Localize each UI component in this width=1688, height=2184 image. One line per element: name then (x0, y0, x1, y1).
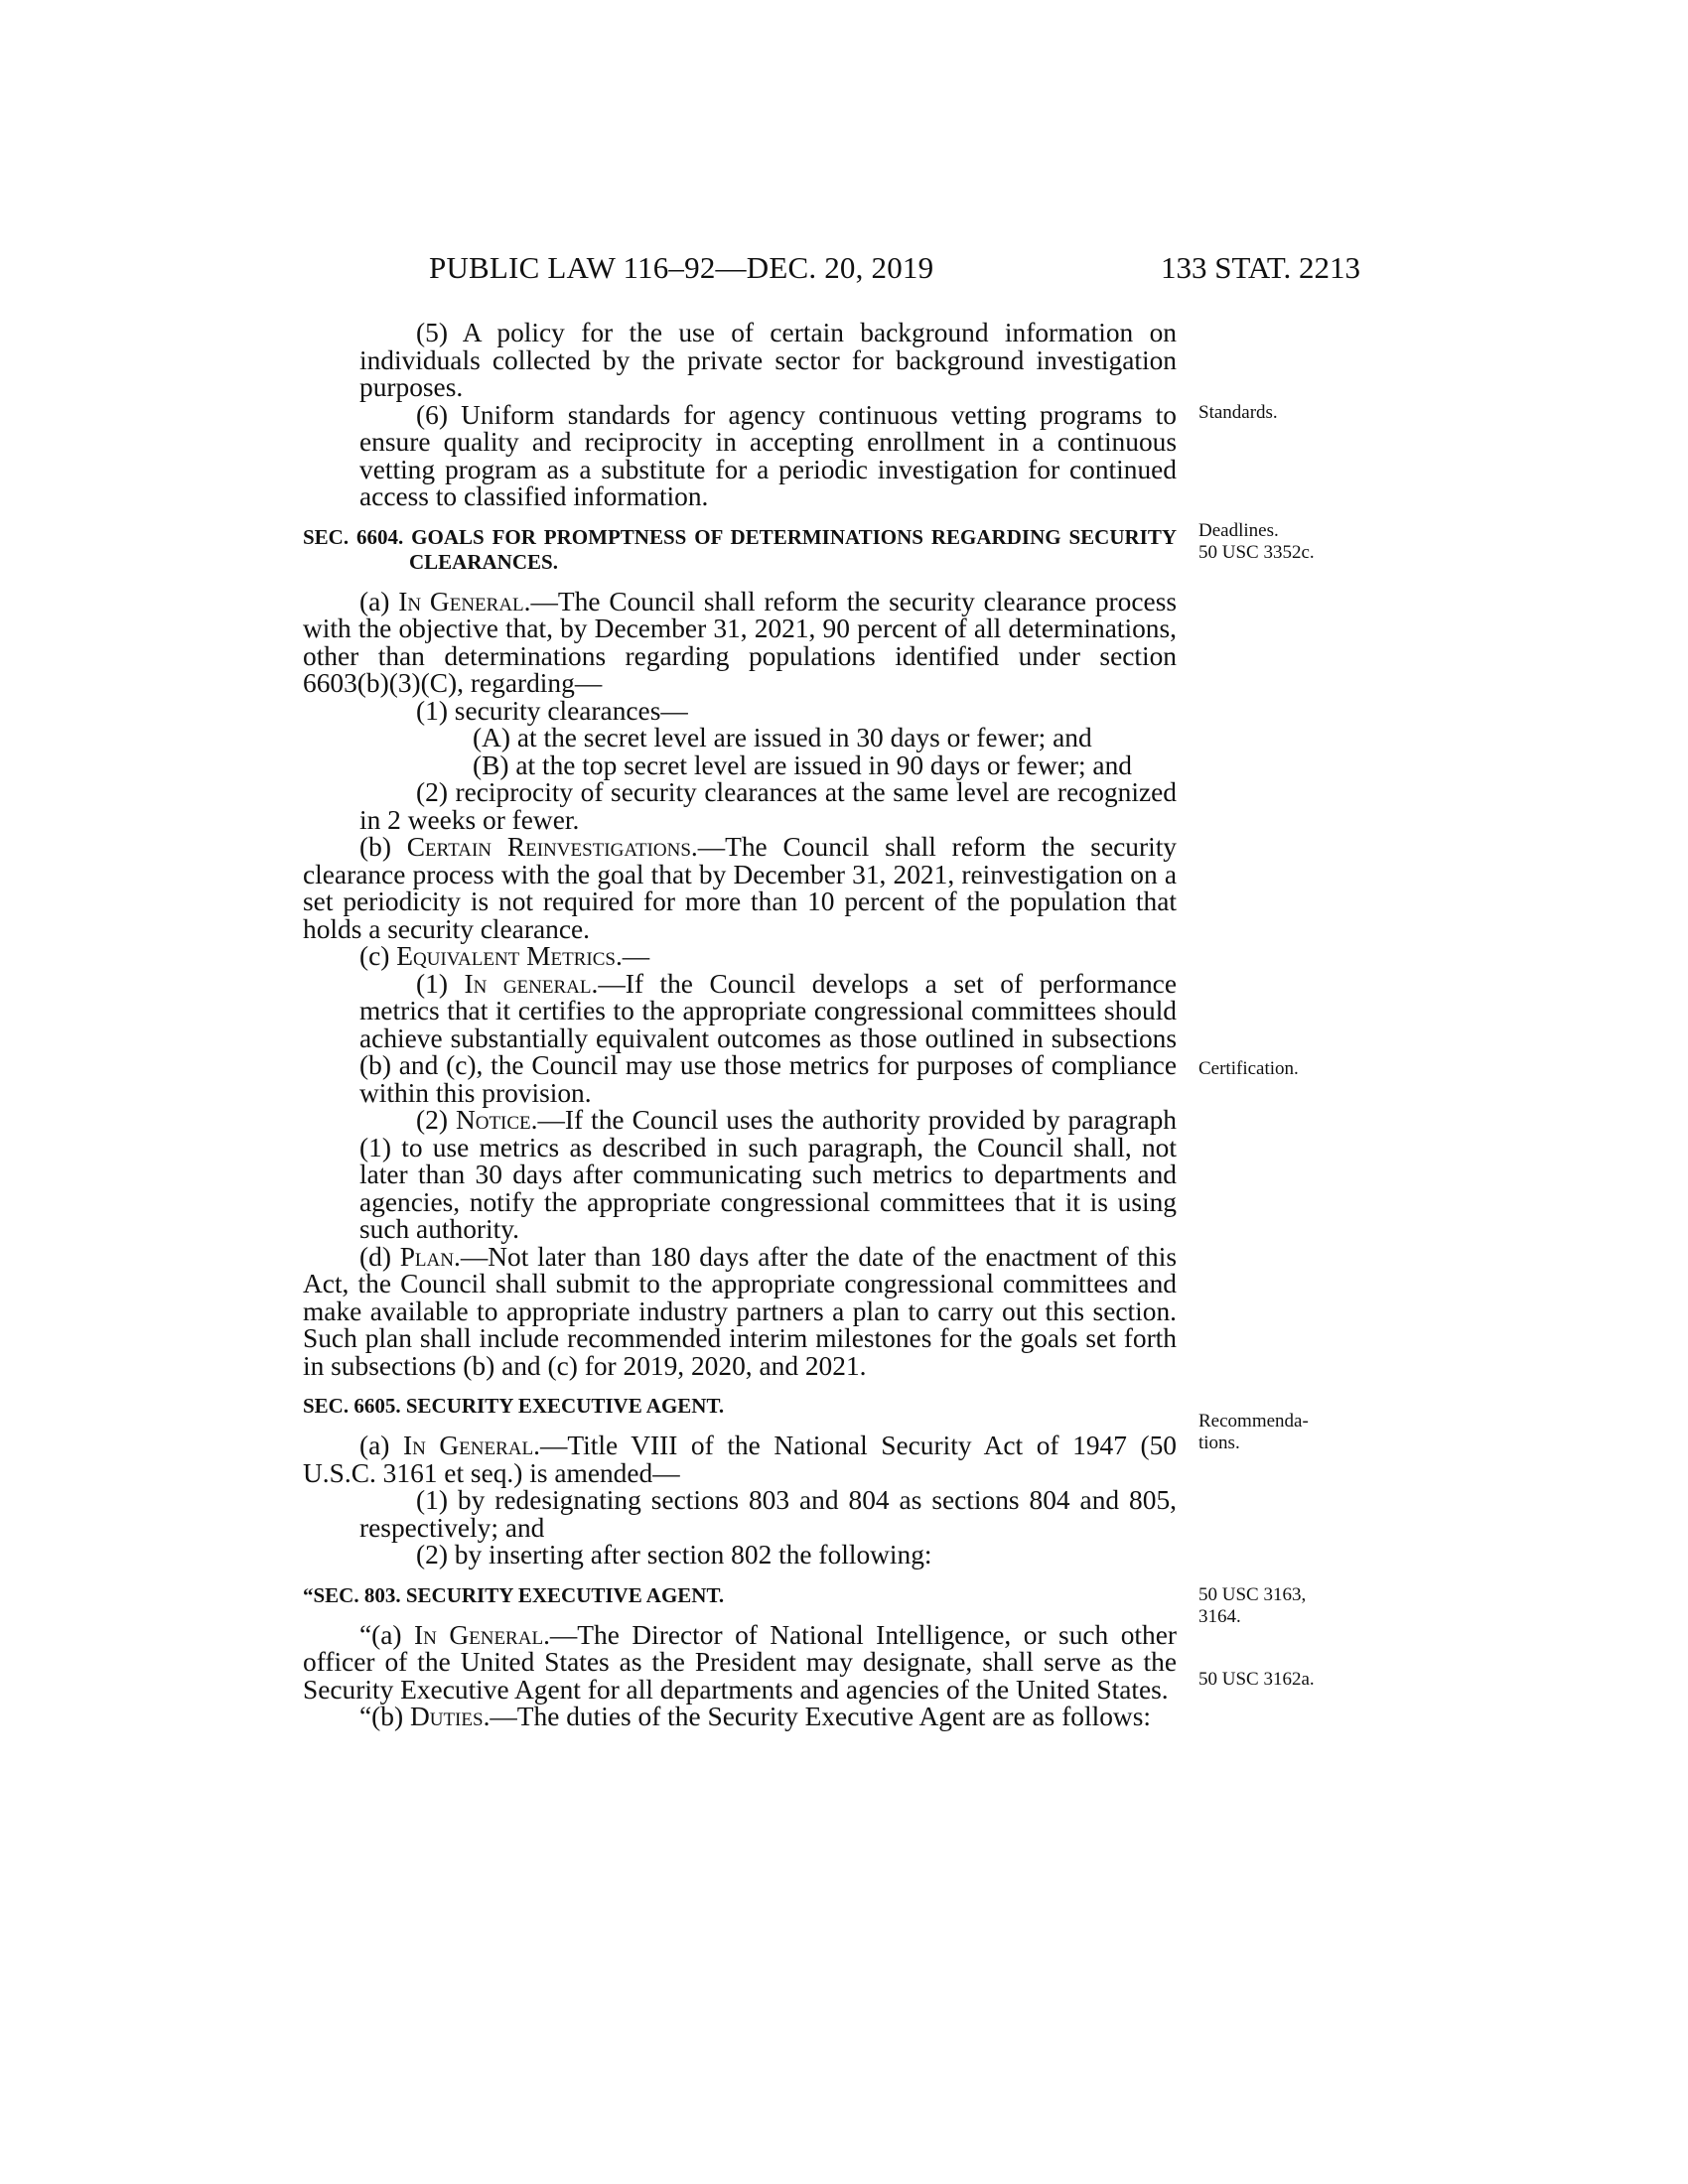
subsection-caption: In General (402, 1431, 534, 1460)
subsection-text: .—The Council shall reform the security clearance process with the objective that, by December 31, 2021, 90 percent of all determinations, other than determinations regarding populations identified under section 6603(b)(3)(C), regarding— (303, 586, 1178, 698)
paragraph-label: (1) (416, 968, 465, 999)
paragraph-item-5: (5) A policy for the use of certain background information on individuals collected by the private sector for background investigation purposes. (359, 318, 1177, 402)
paragraph-caption: In general (464, 968, 592, 999)
subsection-caption: Plan (399, 1241, 454, 1272)
running-header-title: PUBLIC LAW 116–92—DEC. 20, 2019 (429, 250, 934, 285)
margin-note-recommendations-cont: tions. (1198, 1433, 1240, 1453)
subsection-caption: Duties (409, 1702, 484, 1731)
subsection-6604-d (303, 1241, 1177, 1381)
margin-note-usc-3162a: 50 USC 3162a. (1198, 1669, 1315, 1690)
paragraph-6605-a-1: (1) by redesignating sections 803 and 804 as sections 804 and 805, respectively; and (359, 1485, 1177, 1543)
paragraph-caption: Notice (455, 1105, 531, 1135)
subparagraph-a-1-A: (A) at the secret level are issued in 30 days or fewer; and (473, 723, 1092, 752)
subsection-6604-c (303, 943, 1177, 971)
paragraph-c-2 (303, 1107, 1177, 1244)
paragraph-c-1 (303, 968, 1177, 1108)
document-body (303, 320, 1177, 1731)
margin-note-usc-3163-cont: 3164. (1198, 1606, 1241, 1627)
paragraph-label: (2) (416, 1105, 456, 1135)
margin-note-certification: Certification. (1198, 1058, 1299, 1079)
subsection-text: .—The duties of the Security Executive Agent are as follows: (483, 1702, 1151, 1731)
section-6605-heading: SEC. 6605. SECURITY EXECUTIVE AGENT. (303, 1394, 725, 1418)
subsection-text: .—The Director of National Intelligence, or such other officer of the United States as the President may designate, shall serve as the Security Executive Agent for all departments and agencies of the United States. (303, 1619, 1177, 1705)
section-803-heading: “SEC. 803. SECURITY EXECUTIVE AGENT. (303, 1582, 725, 1607)
margin-note-usc-3352c: 50 USC 3352c. (1198, 542, 1315, 563)
subsection-6604-a (303, 586, 1178, 698)
subsection-label: (a) (359, 1431, 403, 1460)
margin-note-usc-3163: 50 USC 3163, (1198, 1584, 1307, 1605)
subsection-text: .—The Council shall reform the security clearance process with the goal that by December 31, 2021, reinvestigation on a set periodicity is not required for more than 10 percent of the population that holds a security clearance. (303, 832, 1177, 944)
subsection-label: (a) (359, 586, 399, 616)
subsection-text: .— (615, 941, 650, 971)
subsection-label: “(a) (359, 1619, 415, 1650)
section-6604-heading: SEC. 6604. GOALS FOR PROMPTNESS OF DETERMINATIONS REGARDING SECURITY CLEARANCES. (303, 524, 1177, 574)
paragraph-a-1: (1) security clearances— (416, 695, 688, 726)
subsection-text: .—Title VIII of the National Security Act of 1947 (50 U.S.C. 3161 et seq.) is amended— (303, 1431, 1178, 1488)
margin-note-deadlines: Deadlines. (1198, 520, 1279, 541)
subsection-caption: In General (414, 1619, 544, 1650)
subsection-caption: Certain Reinvestigations (406, 832, 691, 862)
subsection-caption: In General (398, 586, 524, 616)
margin-note-recommendations: Recommenda- (1198, 1411, 1309, 1432)
subsection-label: (b) (359, 832, 407, 862)
subsection-label: (c) (359, 941, 397, 971)
subsection-label: (d) (359, 1241, 400, 1272)
paragraph-a-2: (2) reciprocity of security clearances at the same level are recognized in 2 weeks or fewer. (359, 777, 1177, 835)
subsection-label: “(b) (359, 1702, 410, 1731)
paragraph-text: .—If the Council uses the authority provided by paragraph (1) to use metrics as described in such paragraph, the Council shall, not later than 30 days after communicating such metrics to departments and agencies, notify the appropriate congressional committees that it is using such authority. (359, 1105, 1177, 1244)
subsection-caption: Equivalent Metrics (396, 941, 616, 971)
subsection-6605-a (303, 1433, 1177, 1487)
subparagraph-a-1-B: (B) at the top secret level are issued in 90 days or fewer; and (473, 750, 1132, 780)
subsection-803-a (303, 1619, 1177, 1705)
paragraph-6605-a-2: (2) by inserting after section 802 the following: (416, 1540, 932, 1570)
subsection-803-b (303, 1704, 1177, 1731)
paragraph-text: .—If the Council develops a set of performance metrics that it certifies to the appropriate congressional committees should achieve substantially equivalent outcomes as those outlined in subsections (b) and (c), the Council may use those metrics for purposes of compliance within this provision. (359, 968, 1177, 1108)
paragraph-item-6: (6) Uniform standards for agency continuous vetting programs to ensure quality and reciprocity in accepting enrollment in a continuous vetting program as a substitute for a periodic investigation for continued access to classified information. (359, 399, 1177, 511)
subsection-6604-b (303, 834, 1177, 943)
subsection-text: .—Not later than 180 days after the date of the enactment of this Act, the Council shall submit to the appropriate congressional committees and make available to appropriate industry partners a plan to carry out this section. Such plan shall include recommended interim milestones for the goals set forth in subsections (b) and (c) for 2019, 2020, and 2021. (303, 1241, 1177, 1381)
margin-note-standards: Standards. (1198, 402, 1278, 423)
page-stat-number: 133 STAT. 2213 (1160, 250, 1360, 285)
